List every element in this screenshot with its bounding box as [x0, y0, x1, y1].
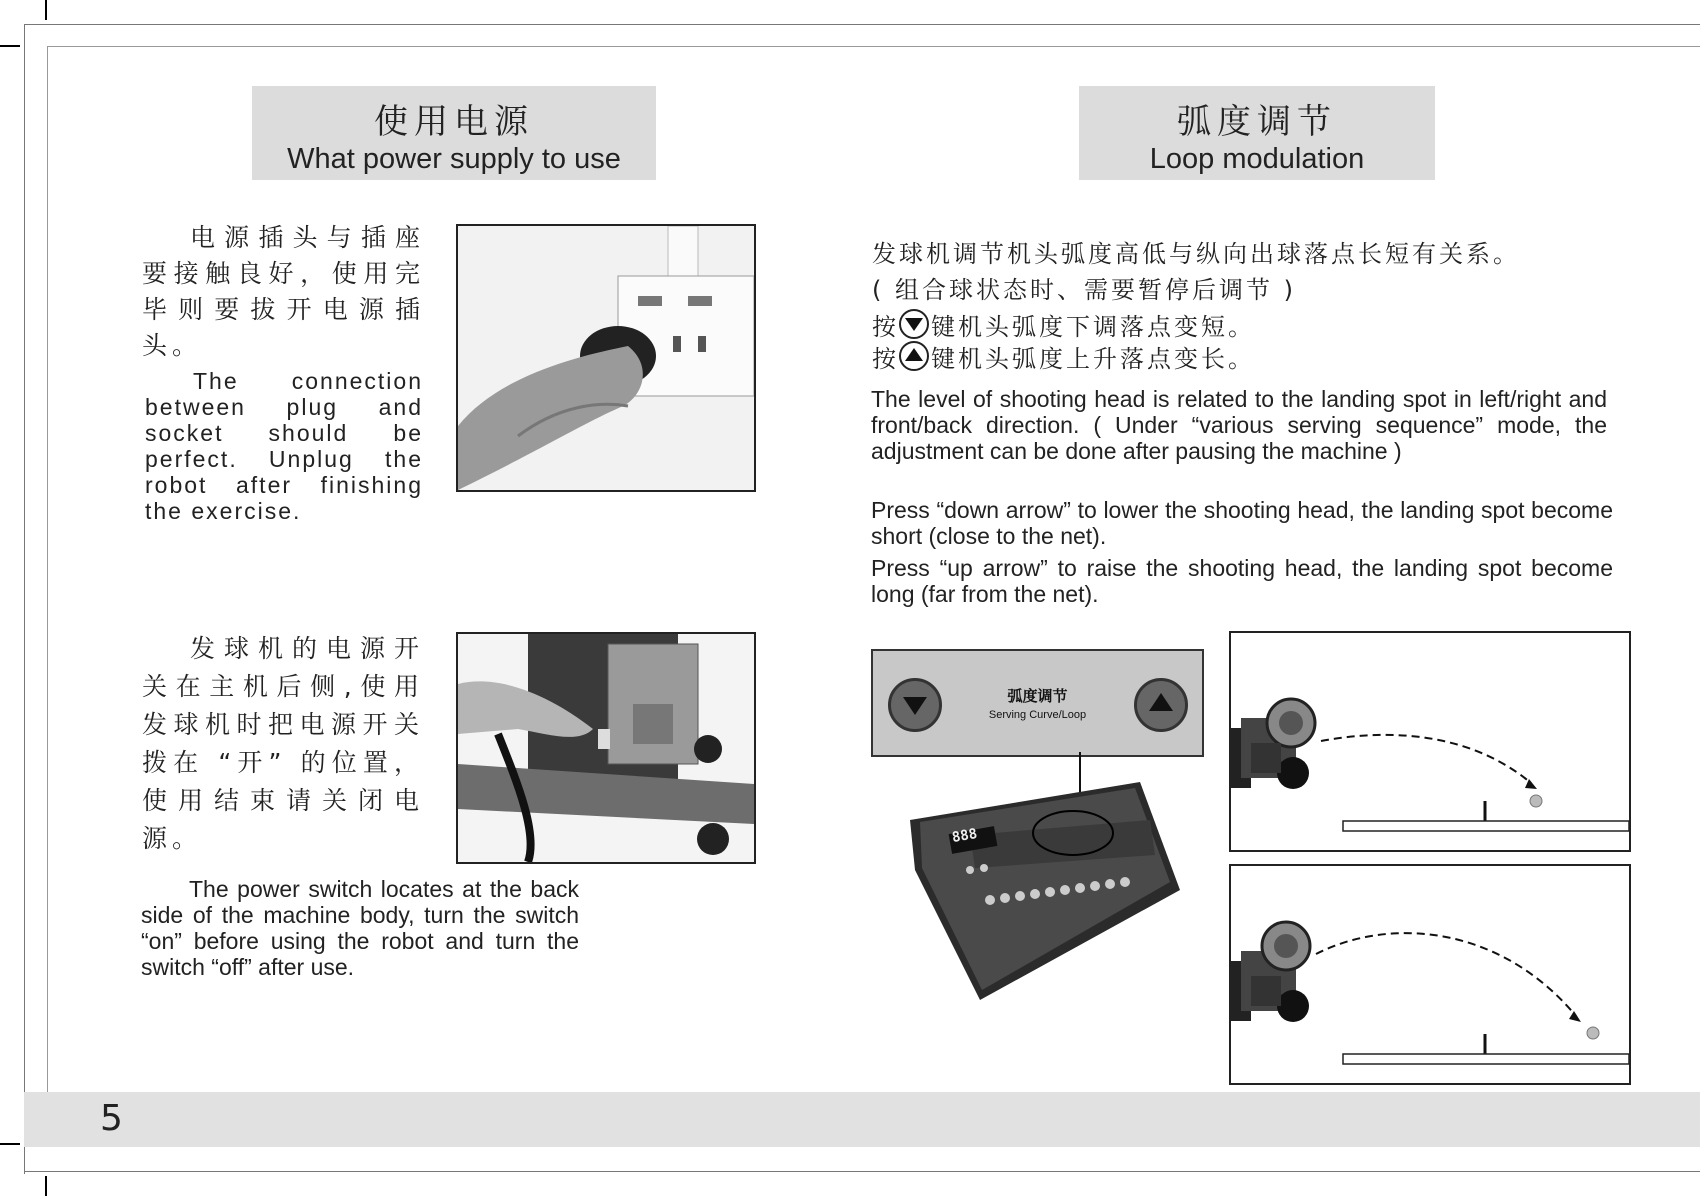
power-switch-text-cn: 发球机的电源开关在主机后侧,使用发球机时把电源开关拨在 “开” 的位置，使用结束请关闭电源。 [142, 634, 424, 853]
loop-down-cn [872, 309, 1612, 345]
crop-mark [45, 0, 47, 20]
press-prefix: 按 [872, 345, 899, 373]
footer-bar [24, 1092, 1700, 1147]
loop-down-en: Press “down arrow” to lower the shooting head, the landing spot become short (close to the net). [871, 497, 1613, 549]
controller-illustration [880, 750, 1210, 1000]
loop-intro-cn: 发球机调节机头弧度高低与纵向出球落点长短有关系。 [872, 240, 1520, 268]
panel-label-cn: 弧度调节 [1007, 687, 1068, 705]
loop-desc-en: The level of shooting head is related to the landing spot in left/right and front/back direction. ( Under “various serving sequence” mode, the adjustment can be done after pausing the machine ) [871, 386, 1607, 464]
page-frame [24, 24, 1700, 25]
loop-high-diagram [1229, 864, 1631, 1085]
power-plug-text-cn: 电源插头与插座要接触良好，使用完毕则要拔开电源插头。 [142, 223, 425, 360]
section-title-loop [1079, 86, 1435, 180]
loop-control-panel [871, 649, 1204, 757]
page-frame [47, 46, 1700, 47]
up-arrow-icon [899, 341, 929, 371]
down-arrow-icon [899, 309, 929, 339]
section-title-cn: 使用电源 [374, 102, 534, 142]
power-plug-text-en: The connection between plug and socket should be perfect. Unplug the robot after finishing the exercise. [145, 368, 423, 524]
page-frame [47, 46, 48, 1146]
page-frame [24, 24, 25, 1174]
loop-up-cn [872, 341, 1612, 377]
controller-display: 888 [950, 825, 979, 847]
loop-up-en: Press “up arrow” to raise the shooting head, the landing spot become long (far from the net). [871, 555, 1613, 607]
section-title-en: Loop modulation [1149, 143, 1365, 175]
power-switch-photo [456, 632, 756, 864]
section-title-cn: 弧度调节 [1177, 102, 1337, 142]
section-title-power [252, 86, 656, 180]
loop-low-diagram [1229, 631, 1631, 852]
press-prefix: 按 [872, 313, 899, 341]
up-text: 键机头弧度上升落点变长。 [931, 345, 1255, 373]
section-title-en: What power supply to use [287, 143, 621, 175]
panel-label-en: Serving Curve/Loop [988, 709, 1087, 721]
crop-mark [0, 45, 20, 47]
crop-mark [0, 1143, 20, 1145]
loop-note-cn: ( 组合球状态时、需要暂停后调节 ) [872, 276, 1296, 304]
page-number: 5 [100, 1098, 123, 1139]
plug-socket-photo [456, 224, 756, 492]
power-switch-text-en: The power switch locates at the back side of the machine body, turn the switch “on” before using the robot and turn the switch “off” after use. [141, 876, 579, 980]
down-text: 键机头弧度下调落点变短。 [931, 313, 1255, 341]
crop-mark [45, 1176, 47, 1196]
page-frame [24, 1171, 1700, 1172]
